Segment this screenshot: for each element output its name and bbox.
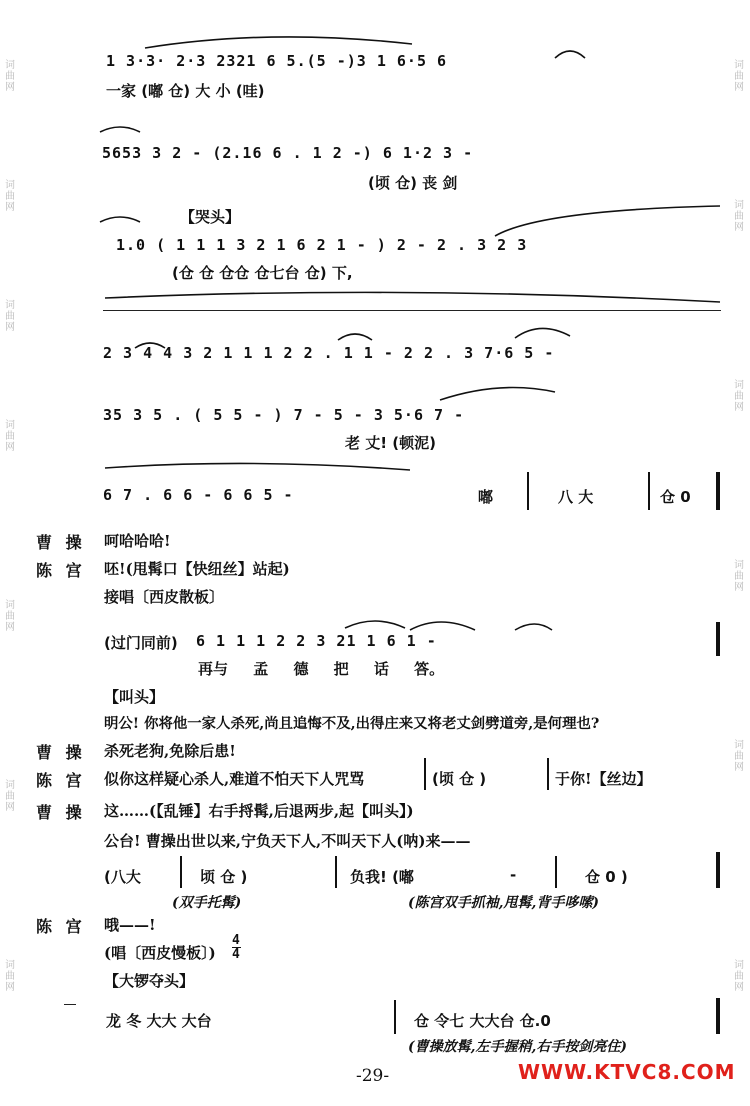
short-dash (64, 1004, 76, 1005)
dialogue-text: 呸!(甩髯口【快纽丝】站起) (104, 560, 290, 578)
role-name: 陈 宫 (36, 561, 86, 580)
bar-line (555, 856, 557, 888)
site-watermark: WWW.KTVC8.COM (518, 1060, 736, 1084)
lyrics-line: 再与 孟 德 把 话 答。 (198, 660, 445, 678)
dialogue-text: 明公! 你将他一家人杀死,尚且追悔不及,出得庄来又将老丈剑劈道旁,是何理也? (104, 715, 600, 732)
jianpu-notes-line: 1 3·3· 2·3 2321 6 5.(5 -)3 1 6·5 6 (106, 52, 448, 70)
watermark-text: 词 曲 网 (734, 960, 744, 993)
dialogue-text: 呵哈哈哈! (104, 532, 171, 550)
lyrics-line: 一家 (嘟 仓) 大 小 (哇) (106, 82, 265, 100)
final-bar-line (716, 472, 720, 510)
jianpu-notes-line: 6 7 . 6 6 - 6 6 5 - (103, 486, 294, 504)
percussion-measure: 龙 冬 大大 大台 (106, 1012, 212, 1030)
watermark-text: 词 曲 网 (734, 380, 744, 413)
dialogue-text: 公台! 曹操出世以来,宁负天下人,不叫天下人(呐)来—— (104, 832, 471, 850)
jianpu-notes-line: 6 1 1 1 2 2 3 21 1 6 1 - (196, 632, 437, 650)
bar-line (394, 1000, 396, 1034)
lyrics-line: (仓 仓 仓仓 仓七台 仓) 下, (172, 264, 353, 282)
stage-direction: (陈宫双手抓袖,甩髯,背手哆嗦) (408, 895, 599, 911)
page-number: -29- (356, 1066, 390, 1086)
role-name: 陈 宫 (36, 917, 86, 936)
percussion-measure: 八 大 (558, 488, 594, 506)
role-name: 陈 宫 (36, 771, 86, 790)
bar-line (547, 758, 549, 790)
stage-direction: (唱〔西皮慢板〕) (104, 944, 216, 962)
staff-divider (103, 310, 721, 311)
percussion-measure: 仓 0 ) (585, 868, 628, 886)
watermark-text: 词 曲 网 (5, 600, 15, 633)
jianpu-notes-line: 35 3 5 . ( 5 5 - ) 7 - 5 - 3 5·6 7 - (103, 406, 465, 424)
bar-line (335, 856, 337, 888)
watermark-text: 词 曲 网 (734, 200, 744, 233)
lyrics-line: 老 丈! (顿泥) (345, 434, 436, 452)
bar-line (527, 472, 529, 510)
watermark-text: 词 曲 网 (5, 780, 15, 813)
watermark-text: 词 曲 网 (5, 960, 15, 993)
dialogue-text: 于你!【丝边】 (555, 770, 652, 788)
watermark-text: 词 曲 网 (5, 60, 15, 93)
role-name: 曹 操 (36, 743, 86, 762)
percussion-measure: (顷 仓 ) (432, 770, 487, 788)
dialogue-text: 这……(【乱锤】右手捋髯,后退两步,起【叫头】) (104, 802, 414, 820)
final-bar-line (716, 852, 720, 888)
final-bar-line (716, 998, 720, 1034)
lyrics-line: (顷 仓) 丧 剑 (368, 174, 458, 192)
time-signature: 4 4 (232, 933, 241, 962)
percussion-measure: (八大 (104, 868, 141, 886)
dialogue-text: 杀死老狗,免除后患! (104, 742, 236, 760)
stage-direction: (曹操放髯,左手握稍,右手按剑亮住) (408, 1039, 627, 1055)
percussion-measure: 负我! (嘟 (350, 868, 414, 886)
ending-syllable: 嘟 (478, 488, 494, 506)
watermark-text: 词 曲 网 (734, 60, 744, 93)
dialogue-text: 似你这样疑心杀人,难道不怕天下人咒骂 (104, 770, 365, 788)
stage-direction: (双手托髯) (172, 895, 242, 911)
watermark-text: 词 曲 网 (734, 740, 744, 773)
jianpu-notes-line: 2 3 4 4 3 2 1 1 1 2 2 . 1 1 - 2 2 . 3 7·6 5 - (103, 344, 555, 362)
percussion-measure: 顷 仓 ) (200, 868, 248, 886)
watermark-text: 词 曲 网 (5, 420, 15, 453)
percussion-measure: 仓 0 (660, 488, 691, 506)
score-prefix: (过门同前) (104, 634, 178, 652)
role-name: 曹 操 (36, 533, 86, 552)
watermark-text: 词 曲 网 (5, 300, 15, 333)
final-bar-line (716, 622, 720, 656)
jianpu-notes-line: 5653 3 2 - (2.16 6 . 1 2 -) 6 1·2 3 - (102, 144, 474, 162)
jianpu-notes-line: 1.0 ( 1 1 1 3 2 1 6 2 1 - ) 2 - 2 . 3 2 3 (116, 236, 528, 254)
section-label: 【叫头】 (104, 688, 165, 706)
section-label: 【哭头】 (180, 208, 241, 226)
bar-line (424, 758, 426, 790)
percussion-measure: 仓 令七 大大台 仓.0 (414, 1012, 551, 1030)
section-label: 【大锣夺头】 (104, 972, 195, 990)
bar-line (180, 856, 182, 888)
bar-line (648, 472, 650, 510)
watermark-text: 词 曲 网 (734, 560, 744, 593)
watermark-text: 词 曲 网 (5, 180, 15, 213)
stage-direction: 接唱〔西皮散板〕 (104, 588, 225, 606)
dialogue-text: 哦——! (104, 916, 156, 934)
role-name: 曹 操 (36, 803, 86, 822)
percussion-measure: - (510, 866, 517, 884)
